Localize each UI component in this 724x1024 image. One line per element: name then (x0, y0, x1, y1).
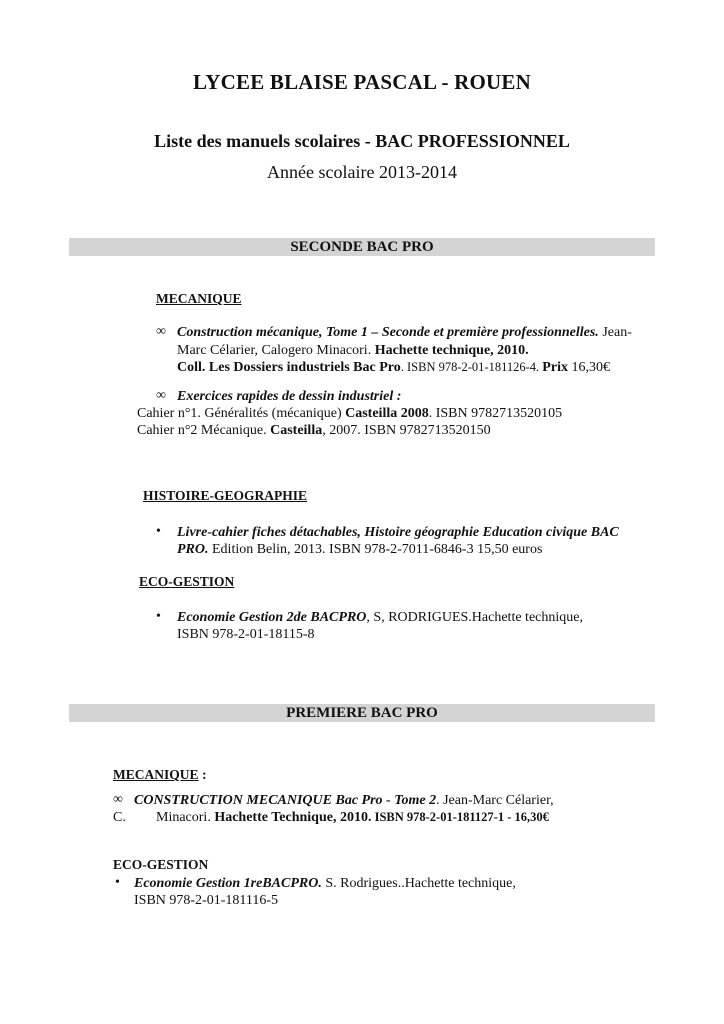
school-year: Année scolaire 2013-2014 (267, 162, 457, 182)
bullet-icon: • (156, 524, 161, 539)
book-collection: Coll. Les Dossiers industriels Bac Pro (177, 360, 401, 375)
book-entry-line (177, 524, 619, 541)
book-authors: Jean- (598, 325, 632, 340)
cahier-text: Cahier n°2 Mécanique. (137, 423, 271, 438)
section-band-premiere: PREMIERE BAC PRO (69, 704, 655, 722)
page-subtitle: Liste des manuels scolaires - BAC PROFESSIONNEL (154, 131, 570, 151)
book-entry-line (156, 809, 549, 826)
book-title: Construction mécanique, Tome 1 – Seconde et première professionnelles. (177, 325, 599, 340)
book-isbn: ISBN 978-2-01-181116-5 (134, 893, 279, 908)
cahier-line (137, 405, 562, 422)
histoire-geographie-heading: HISTOIRE-GEOGRAPHIE (143, 488, 308, 503)
book-publisher: Hachette technique, 2010. (374, 343, 529, 358)
book-details: , S, RODRIGUES.Hachette technique, (366, 610, 583, 625)
price-label: Prix (542, 360, 568, 375)
book-title: Economie Gestion 2de BACPRO (177, 610, 367, 625)
book-isbn: ISBN 978-2-01-18115-8 (177, 627, 315, 642)
eco-gestion-heading: ECO-GESTION (139, 574, 235, 589)
premiere-mecanique-heading-line (113, 766, 207, 784)
book-authors: Marc Célarier, Calogero Minacori. (177, 343, 375, 358)
book-title: Livre-cahier fiches détachables, Histoire géographie Education civique BAC (177, 525, 619, 540)
book-title: Exercices rapides de dessin industriel : (177, 389, 402, 404)
cahier-isbn: . ISBN 9782713520105 (428, 406, 563, 421)
infinity-bullet-icon: ∞ (156, 388, 166, 403)
cahier-text: Cahier n°1. Généralités (mécanique) (137, 406, 346, 421)
cahier-publisher: Casteilla 2008 (345, 406, 429, 421)
book-details: S. Rodrigues..Hachette technique, (321, 876, 516, 891)
section-band-seconde: SECONDE BAC PRO (69, 238, 655, 256)
seconde-mecanique-heading: MECANIQUE (156, 291, 242, 306)
book-details: Edition Belin, 2013. ISBN 978-2-7011-6846-3 15,50 euros (208, 542, 543, 557)
cahier-isbn: , 2007. ISBN 9782713520150 (322, 423, 491, 438)
cahier-line (137, 422, 491, 439)
book-entry-line (177, 342, 529, 359)
infinity-bullet-icon: ∞ (156, 324, 166, 339)
book-entry-line (177, 388, 401, 405)
book-isbn: . ISBN 978-2-01-181126-4. (400, 360, 543, 374)
book-entry-line (177, 359, 610, 376)
premiere-mecanique-heading: MECANIQUE (113, 767, 199, 782)
book-isbn: ISBN 978-2-01-181127-1 - 16,30€ (371, 810, 549, 824)
book-publisher: Hachette Technique, 2010. (214, 810, 372, 825)
book-authors: . Jean-Marc Célarier, (436, 793, 554, 808)
book-entry-line (177, 324, 632, 341)
bullet-icon: • (156, 609, 161, 624)
book-entry-line (177, 609, 583, 626)
book-entry-line (134, 875, 516, 892)
infinity-bullet-icon: ∞ (113, 792, 123, 807)
book-title: PRO. (177, 542, 209, 557)
cahier-publisher: Casteilla (270, 423, 323, 438)
book-entry-line (177, 541, 542, 558)
eco-gestion-heading: ECO-GESTION (113, 857, 209, 872)
book-title: CONSTRUCTION MECANIQUE Bac Pro - Tome 2 (134, 793, 437, 808)
book-title: Economie Gestion 1reBACPRO. (134, 876, 322, 891)
page-title: LYCEE BLAISE PASCAL - ROUEN (193, 70, 531, 94)
bullet-icon: • (115, 875, 120, 890)
initial-c: C. (113, 810, 126, 825)
book-authors: Minacori. (156, 810, 215, 825)
heading-colon: : (198, 768, 207, 783)
book-entry-line (134, 792, 554, 809)
price-value: 16,30€ (567, 360, 610, 375)
